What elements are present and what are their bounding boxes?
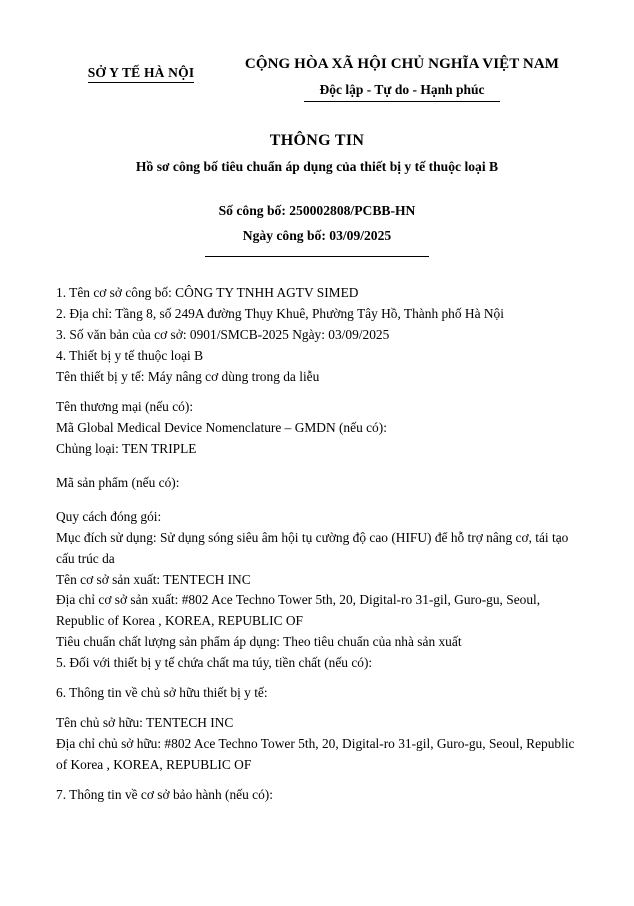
issuing-organization-label: SỞ Y TẾ HÀ NỘI <box>88 65 195 83</box>
national-heading <box>226 56 578 102</box>
manufacturer-address: Địa chỉ cơ sở sản xuất: #802 Ace Techno Tower 5th, 20, Digital-ro 31-gil, Guro-gu, Seoul, Republic of Korea , KOREA, REPUBLIC OF <box>56 592 541 628</box>
publication-date: Ngày công bố: 03/09/2025 <box>242 228 392 243</box>
section-divider <box>205 256 429 257</box>
title-block <box>56 132 578 175</box>
intended-use: Mục đích sử dụng: Sử dụng sóng siêu âm hội tụ cường độ cao (HIFU) để hỗ trợ nâng cơ, tái tạo cấu trúc da <box>56 530 569 566</box>
motto-underline <box>304 101 500 102</box>
page-title: THÔNG TIN <box>269 132 365 149</box>
gmdn-code: Mã Global Medical Device Nomenclature – GMDN (nếu có): <box>56 419 387 435</box>
quality-standard: Tiêu chuẩn chất lượng sản phẩm áp dụng: Theo tiêu chuẩn của nhà sản xuất <box>56 633 462 649</box>
issuing-organization <box>56 56 226 83</box>
item-5-narcotic-content: 5. Đối với thiết bị y tế chứa chất ma túy, tiền chất (nếu có): <box>56 654 373 670</box>
item-4-device-class: 4. Thiết bị y tế thuộc loại B <box>56 347 204 363</box>
manufacturer-name: Tên cơ sở sản xuất: TENTECH INC <box>56 571 251 587</box>
publication-info <box>56 203 578 257</box>
item-7-warranty-info: 7. Thông tin về cơ sở bảo hành (nếu có): <box>56 786 273 802</box>
owner-name: Tên chủ sở hữu: TENTECH INC <box>56 715 234 731</box>
item-3-document-number: 3. Số văn bản của cơ sở: 0901/SMCB-2025 Ngày: 03/09/2025 <box>56 326 390 342</box>
device-name: Tên thiết bị y tế: Máy nâng cơ dùng trong da liễu <box>56 368 320 384</box>
document-header <box>56 56 578 102</box>
packaging-spec: Quy cách đóng gói: <box>56 509 162 525</box>
item-2-address: 2. Địa chỉ: Tầng 8, số 249A đường Thụy Khuê, Phường Tây Hồ, Thành phố Hà Nội <box>56 305 504 321</box>
publication-number: Số công bố: 250002808/PCBB-HN <box>218 203 416 218</box>
device-model: Chủng loại: TEN TRIPLE <box>56 440 197 456</box>
national-motto: Độc lập - Tự do - Hạnh phúc <box>319 82 485 97</box>
page-subtitle: Hồ sơ công bố tiêu chuẩn áp dụng của thiết bị y tế thuộc loại B <box>135 159 499 174</box>
item-1-publisher-name: 1. Tên cơ sở công bố: CÔNG TY TNHH AGTV SIMED <box>56 285 359 300</box>
trade-name: Tên thương mại (nếu có): <box>56 398 194 414</box>
item-6-owner-info: 6. Thông tin về chủ sở hữu thiết bị y tế: <box>56 684 268 700</box>
owner-address: Địa chỉ chủ sở hữu: #802 Ace Techno Tower 5th, 20, Digital-ro 31-gil, Guro-gu, Seoul, Republic of Korea , KOREA, REPUBLIC OF <box>56 736 575 772</box>
country-name: CỘNG HÒA XÃ HỘI CHỦ NGHĨA VIỆT NAM <box>244 56 560 72</box>
product-code: Mã sản phẩm (nếu có): <box>56 475 180 490</box>
document-body <box>56 283 578 805</box>
